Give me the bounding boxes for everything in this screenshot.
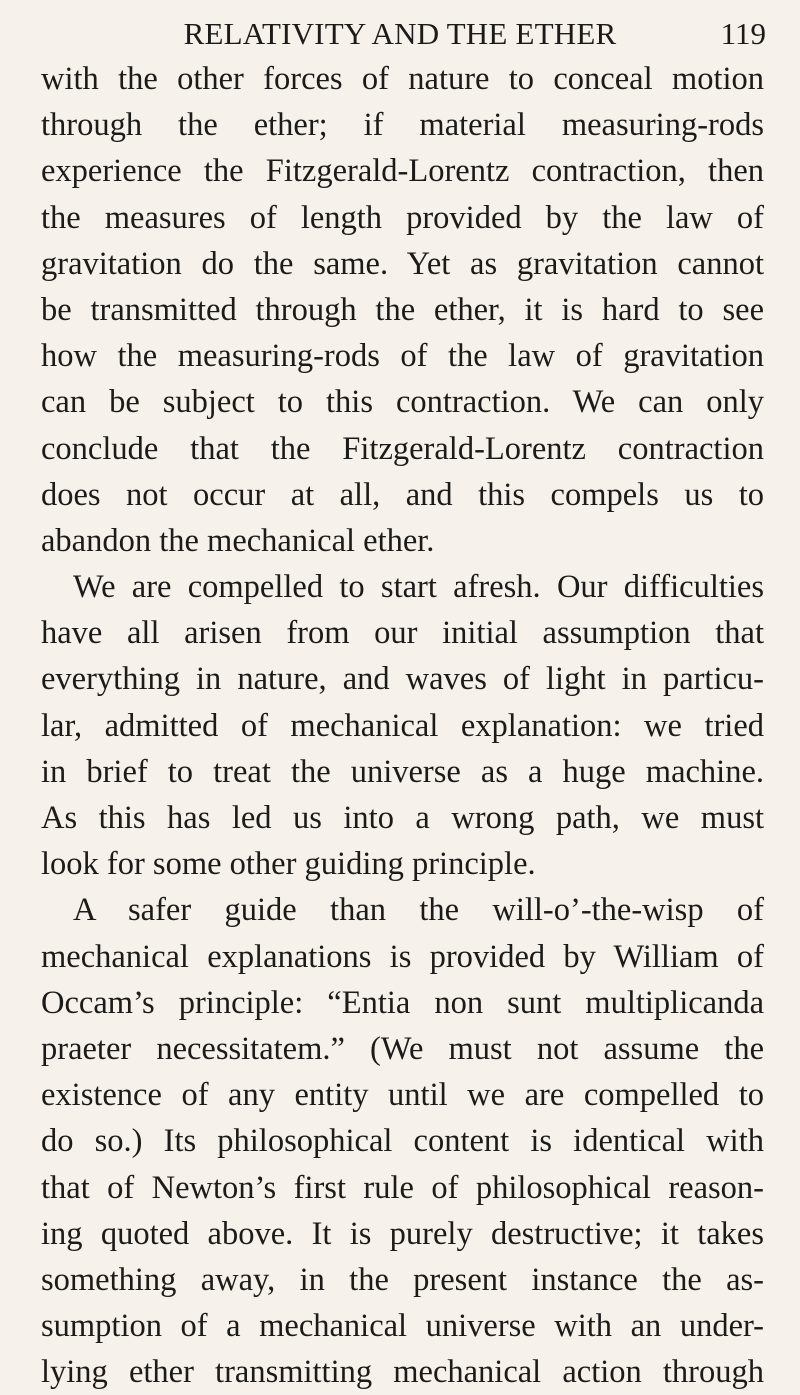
- text-line: through the ether; if material measuring-rods: [41, 107, 764, 144]
- text-line: experience the Fitzgerald-Lorentz contraction, then: [41, 153, 764, 190]
- text-line: mechanical explanations is provided by William of: [41, 938, 764, 975]
- text-line: praeter necessitatem.” (We must not assume the: [41, 1030, 764, 1067]
- running-head: [0, 14, 800, 54]
- text-line: does not occur at all, and this compels us to: [41, 476, 764, 513]
- text-line: ing quoted above. It is purely destructive; it takes: [41, 1215, 764, 1252]
- text-line: how the measuring-rods of the law of gravitation: [41, 338, 764, 375]
- text-line: conclude that the Fitzgerald-Lorentz contraction: [41, 430, 764, 467]
- text-line: As this has led us into a wrong path, we must: [41, 800, 764, 836]
- text-line: existence of any entity until we are compelled to: [41, 1077, 764, 1114]
- text-line: abandon the mechanical ether.: [41, 522, 435, 559]
- paragraph-1: [41, 56, 764, 564]
- text-line: can be subject to this contraction. We can only: [41, 384, 764, 421]
- text-line: everything in nature, and waves of light in particu-: [41, 661, 764, 698]
- paragraph-2: [41, 564, 764, 887]
- text-line: A safer guide than the will-o’-the-wisp of: [73, 892, 764, 929]
- text-line: that of Newton’s first rule of philosophical reason-: [41, 1169, 764, 1206]
- text-line: We are compelled to start afresh. Our difficulties: [73, 569, 764, 606]
- paragraph-3: [41, 887, 764, 1395]
- text-line: the measures of length provided by the law of: [41, 199, 764, 236]
- page-number: 119: [720, 16, 766, 51]
- text-line: sumption of a mechanical universe with an under-: [41, 1308, 764, 1345]
- text-line: something away, in the present instance the as-: [41, 1261, 764, 1298]
- text-line: have all arisen from our initial assumption that: [41, 615, 764, 652]
- text-line: with the other forces of nature to conceal motion: [41, 61, 764, 97]
- text-line: be transmitted through the ether, it is hard to see: [41, 291, 764, 328]
- text-line: do so.) Its philosophical content is identical with: [41, 1123, 764, 1160]
- text-line: Occam’s principle: “Entia non sunt multiplicanda: [41, 984, 764, 1021]
- text-line: in brief to treat the universe as a huge machine.: [41, 753, 764, 790]
- text-line: look for some other guiding principle.: [41, 846, 536, 883]
- text-line: lying ether transmitting mechanical action through: [41, 1354, 764, 1391]
- text-line: lar, admitted of mechanical explanation: we tried: [41, 707, 764, 744]
- running-title: RELATIVITY AND THE ETHER: [183, 16, 617, 51]
- text-line: gravitation do the same. Yet as gravitation cannot: [41, 245, 764, 282]
- body-text: [41, 56, 764, 1395]
